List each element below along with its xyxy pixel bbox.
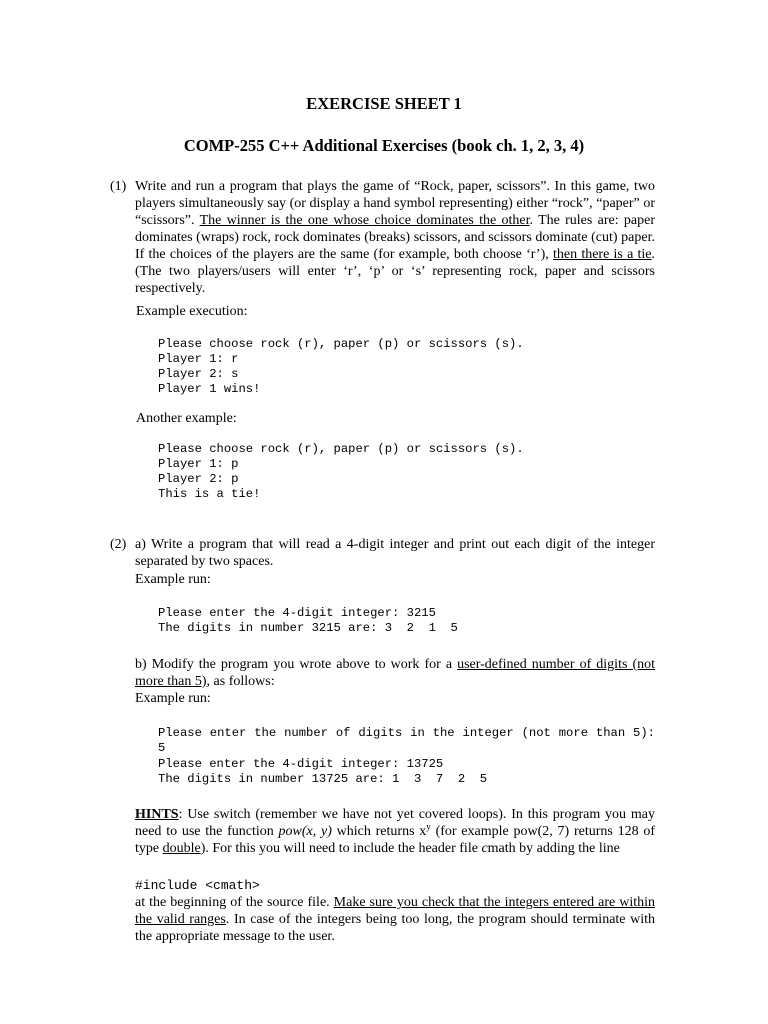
exercise-2a-example-label: Example run:	[135, 572, 211, 587]
exercise-1-example-output: Please choose rock (r), paper (p) or scissors (s). Player 1: r Player 2: s Player 1 wins!	[158, 337, 524, 396]
exercise-1-example-label: Example execution:	[136, 304, 248, 319]
hints-function-name: pow(x, y)	[278, 824, 332, 839]
exercise-1-text: Write and run a program that plays the game of “Rock, paper, scissors”. In this game, two players simultaneously say (or display a hand symbol representing) either “rock”, “paper” or “scissors”. The winner is the one whose choice dominates the other. The rules are: paper dominates (wraps) rock, rock dominates (breaks) scissors, and scissors dominate (cut) paper. If the choices of the players are the same (for example, both choose ‘r’), then there is a tie. (The two players/users will enter ‘r’, ‘p’ or ‘s’ representing rock, paper and scissors respectively.	[135, 179, 656, 296]
page-subtitle: COMP-255 C++ Additional Exercises (book ch. 1, 2, 3, 4)	[183, 136, 585, 155]
exercise-2b-example-output: Please enter the 4-digit integer: 13725 The digits in number 13725 are: 1 3 7 2 5	[158, 757, 488, 786]
hints-label: HINTS	[135, 807, 179, 822]
hints-double: double	[162, 841, 201, 856]
exercise-2-after-hints: at the beginning of the source file. Make sure you check that the integers entered are within the valid ranges. In case of the integers being too long, the program should terminate with the appropriate message to the user.	[135, 895, 655, 944]
exercise-2a-text: a) Write a program that will read a 4-digit integer and print out each digit of the integer separated by two spaces.	[135, 537, 655, 569]
exercise-2b-example-label: Example run:	[135, 691, 211, 706]
exercise-1-number: (1)	[110, 179, 127, 194]
exercise-2-hints: HINTS: Use switch (remember we have not yet covered loops). In this program you may need to use the function pow(x, y) which returns $x^y$ (for example pow(2, 7) returns 128 of type double). For this you will need to include the header file cmath by adding the line	[135, 807, 656, 856]
exercise-1-another-label: Another example:	[136, 411, 237, 426]
include-line: #include <cmath>	[135, 878, 260, 893]
valid-ranges-underline: Make sure you check that the integers entered are within the valid ranges	[135, 895, 655, 927]
page-title: EXERCISE SHEET 1	[306, 94, 462, 113]
exercise-2-number: (2)	[110, 537, 127, 552]
exercise-2b-underline: user-defined number of digits (not more than 5)	[135, 657, 655, 689]
exercise-2b-text: b) Modify the program you wrote above to work for a user-defined number of digits (not more than 5), as follows:	[135, 657, 655, 689]
exercise-1-underline-tie: then there is a tie	[553, 247, 652, 262]
exercise-2b-example-line1: Please enter the number of digits in the integer (not more than 5): 5	[158, 726, 655, 755]
exercise-1-another-output: Please choose rock (r), paper (p) or scissors (s). Player 1: p Player 2: p This is a tie!	[158, 442, 524, 501]
exercise-2a-example-output: Please enter the 4-digit integer: 3215 The digits in number 3215 are: 3 2 1 5	[158, 606, 458, 635]
exercise-1-underline-winner: The winner is the one whose choice dominates the other	[199, 213, 530, 228]
